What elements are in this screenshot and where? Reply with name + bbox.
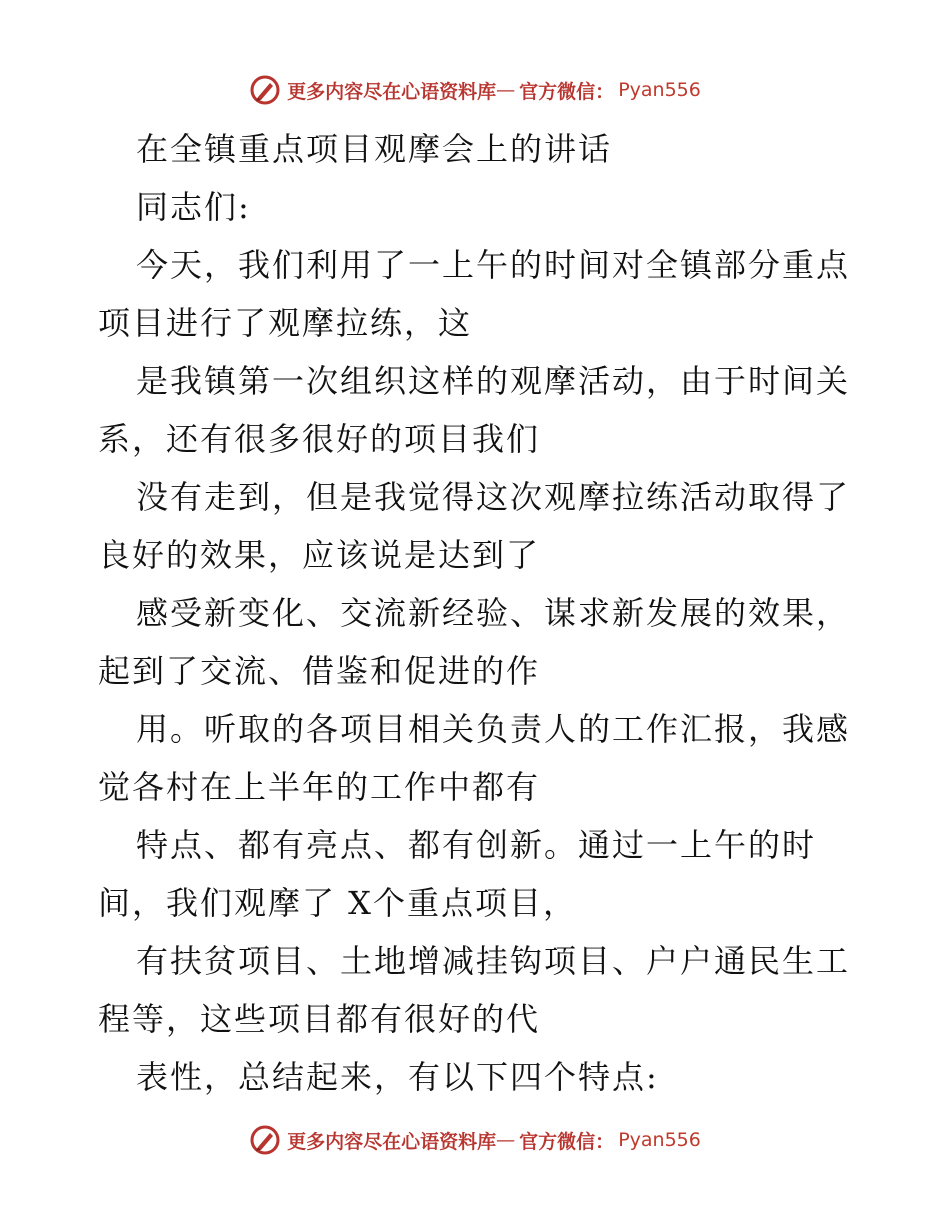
pen-logo-icon xyxy=(249,1124,281,1156)
watermark-text: 更多内容尽在心语资料库 xyxy=(287,1130,497,1153)
watermark-separator: — xyxy=(496,79,516,101)
watermark-text: 更多内容尽在心语资料库 xyxy=(287,80,497,103)
text-line: 感受新变化、交流新经验、谋求新发展的效果， xyxy=(136,594,851,632)
text-line: 系，还有很多很好的项目我们 xyxy=(98,420,541,458)
text-line: 表性，总结起来，有以下四个特点: xyxy=(136,1058,659,1096)
text-line: 没有走到，但是我觉得这次观摩拉练活动取得了 xyxy=(136,478,851,516)
text-line: 今天，我们利用了一上午的时间对全镇部分重点 xyxy=(136,246,851,284)
footer-watermark xyxy=(0,1120,950,1160)
text-line: 觉各村在上半年的工作中都有 xyxy=(98,768,541,806)
pen-logo-icon xyxy=(249,74,281,106)
header-watermark xyxy=(0,70,950,110)
watermark-wechat-id: Pyan556 xyxy=(618,1129,701,1151)
document-title: 在全镇重点项目观摩会上的讲话 xyxy=(136,130,613,168)
text-line: 有扶贫项目、土地增减挂钩项目、户户通民生工 xyxy=(136,942,851,980)
text-line: 程等，这些项目都有很好的代 xyxy=(98,1000,541,1038)
document-body xyxy=(98,120,858,1106)
text-line: 项目进行了观摩拉练，这 xyxy=(98,304,473,342)
text-line: 良好的效果，应该说是达到了 xyxy=(98,536,541,574)
salutation: 同志们: xyxy=(136,188,251,226)
watermark-official-label: 官方微信： xyxy=(519,80,615,103)
text-line: 起到了交流、借鉴和促进的作 xyxy=(98,652,541,690)
text-line: 是我镇第一次组织这样的观摩活动，由于时间关 xyxy=(136,362,851,400)
watermark-separator: — xyxy=(496,1129,516,1151)
text-line: 用。听取的各项目相关负责人的工作汇报，我感 xyxy=(136,710,851,748)
watermark-wechat-id: Pyan556 xyxy=(618,79,701,101)
text-line: 特点、都有亮点、都有创新。通过一上午的时 xyxy=(136,826,817,864)
text-line: 间，我们观摩了 X个重点项目， xyxy=(98,884,577,922)
watermark-official-label: 官方微信： xyxy=(519,1130,615,1153)
